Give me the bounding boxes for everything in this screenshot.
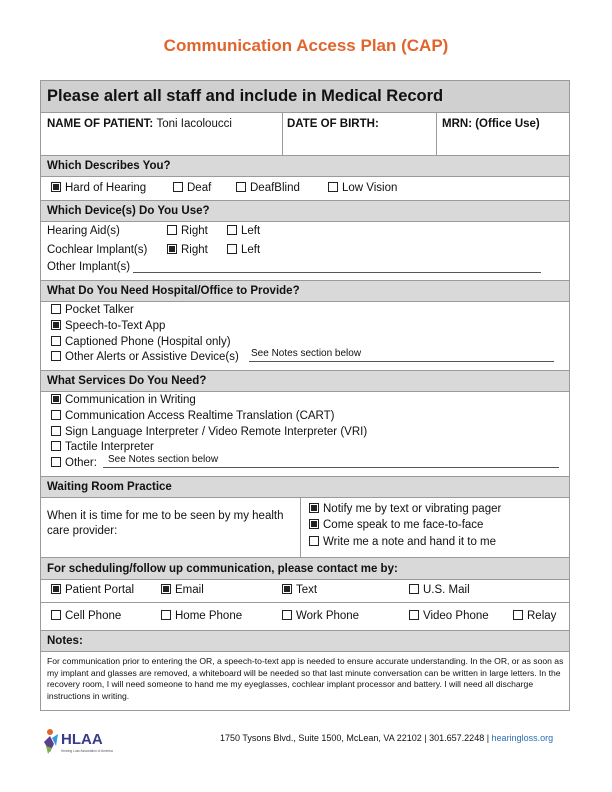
option-tactile[interactable]: Tactile Interpreter [51,440,154,454]
other-implant-field[interactable] [133,272,541,273]
provide-header: What Do You Need Hospital/Office to Provide? [41,281,569,301]
option-come-speak[interactable]: Come speak to me face-to-face [309,518,483,532]
devices-header: Which Device(s) Do You Use? [41,201,569,221]
checkbox-icon[interactable] [51,610,61,620]
option-services-other[interactable]: Other: [51,456,97,470]
option-sign-language[interactable]: Sign Language Interpreter / Video Remote Interpreter (VRI) [51,425,367,439]
logo-text: HLAA [61,731,103,748]
checkbox-checked-icon[interactable] [51,182,61,192]
checkbox-icon[interactable] [161,610,171,620]
option-pocket-talker[interactable]: Pocket Talker [51,303,134,317]
checkbox-checked-icon[interactable] [51,584,61,594]
option-notify-text[interactable]: Notify me by text or vibrating pager [309,502,501,516]
checkbox-checked-icon[interactable] [309,519,319,529]
checkbox-icon[interactable] [309,536,319,546]
option-write-note[interactable]: Write me a note and hand it to me [309,535,496,549]
footer-address: 1750 Tysons Blvd., Suite 1500, McLean, VA 22102 | 301.657.2248 | hearingloss.org [220,733,554,743]
other-implant-label: Other Implant(s) [47,261,131,273]
checkbox-checked-icon[interactable] [161,584,171,594]
services-header: What Services Do You Need? [41,371,569,391]
cochlear-right[interactable]: Right [167,243,208,257]
checkbox-icon[interactable] [51,426,61,436]
waiting-prompt-line2: care provider: [47,525,118,537]
checkbox-icon[interactable] [173,182,183,192]
cochlear-left[interactable]: Left [227,243,260,257]
contact-email[interactable]: Email [161,583,204,597]
option-cart[interactable]: Communication Access Realtime Translation (CART) [51,409,335,423]
name-label: NAME OF PATIENT: Toni Iacoloucci [47,118,232,130]
option-speech-to-text[interactable]: Speech-to-Text App [51,319,165,333]
notes-header: Notes: [41,631,569,651]
banner: Please alert all staff and include in Medical Record [41,81,569,112]
hlaa-figure-icon [44,729,58,754]
checkbox-icon[interactable] [227,244,237,254]
contact-cell-phone[interactable]: Cell Phone [51,609,121,623]
contact-text[interactable]: Text [282,583,317,597]
option-other-device[interactable]: Other Alerts or Assistive Device(s) [51,350,239,364]
option-deaf[interactable]: Deaf [173,181,211,195]
checkbox-icon[interactable] [513,610,523,620]
checkbox-icon[interactable] [227,225,237,235]
checkbox-icon[interactable] [51,410,61,420]
dob-label: DATE OF BIRTH: [287,118,379,130]
checkbox-icon[interactable] [51,336,61,346]
cochlear-label: Cochlear Implant(s) [47,244,148,256]
waiting-header: Waiting Room Practice [41,477,569,497]
option-communication-writing[interactable]: Communication in Writing [51,393,196,407]
mrn-label: MRN: (Office Use) [442,118,540,130]
checkbox-icon[interactable] [51,304,61,314]
checkbox-checked-icon[interactable] [51,320,61,330]
contact-work-phone[interactable]: Work Phone [282,609,359,623]
checkbox-icon[interactable] [51,457,61,467]
option-hard-of-hearing[interactable]: Hard of Hearing [51,181,146,195]
provide-other-note[interactable]: See Notes section below [251,348,362,359]
hearing-aid-label: Hearing Aid(s) [47,225,120,237]
waiting-prompt-line1: When it is time for me to be seen by my health [47,510,284,522]
contact-patient-portal[interactable]: Patient Portal [51,583,134,597]
hearing-aid-right[interactable]: Right [167,224,208,238]
checkbox-icon[interactable] [409,610,419,620]
cap-form [40,80,570,711]
checkbox-icon[interactable] [328,182,338,192]
contact-us-mail[interactable]: U.S. Mail [409,583,470,597]
provide-other-field[interactable] [249,361,554,362]
checkbox-icon[interactable] [282,610,292,620]
checkbox-checked-icon[interactable] [167,244,177,254]
checkbox-icon[interactable] [51,351,61,361]
contact-relay[interactable]: Relay [513,609,556,623]
notes-text[interactable]: For communication prior to entering the OR, a speech-to-text app is needed to ensure accurate understanding. In the OR, or as soon as my implant and glasses are removed, a whiteboard will be needed so that last minute conversation can be written in large letters. In the recovery room, I will need someone to hand me my eyeglasses, cochlear implant processor and battery. I will need all discharge instructions in writing. [47,656,564,701]
checkbox-icon[interactable] [236,182,246,192]
checkbox-checked-icon[interactable] [309,503,319,513]
checkbox-icon[interactable] [409,584,419,594]
services-other-field[interactable] [103,467,559,468]
page-title: Communication Access Plan (CAP) [163,36,449,55]
contact-video-phone[interactable]: Video Phone [409,609,489,623]
checkbox-icon[interactable] [167,225,177,235]
contact-home-phone[interactable]: Home Phone [161,609,242,623]
option-captioned-phone[interactable]: Captioned Phone (Hospital only) [51,335,231,349]
footer-link[interactable]: hearingloss.org [491,733,554,743]
contact-header: For scheduling/follow up communication, please contact me by: [41,558,569,579]
checkbox-icon[interactable] [51,441,61,451]
services-other-note[interactable]: See Notes section below [108,454,219,465]
checkbox-checked-icon[interactable] [282,584,292,594]
option-low-vision[interactable]: Low Vision [328,181,397,195]
hlaa-logo [42,722,142,758]
patient-name[interactable]: Toni Iacoloucci [156,118,232,130]
describes-header: Which Describes You? [41,156,569,176]
option-deafblind[interactable]: DeafBlind [236,181,300,195]
checkbox-checked-icon[interactable] [51,394,61,404]
logo-subtext: Hearing Loss Association of America [61,749,113,753]
hearing-aid-left[interactable]: Left [227,224,260,238]
